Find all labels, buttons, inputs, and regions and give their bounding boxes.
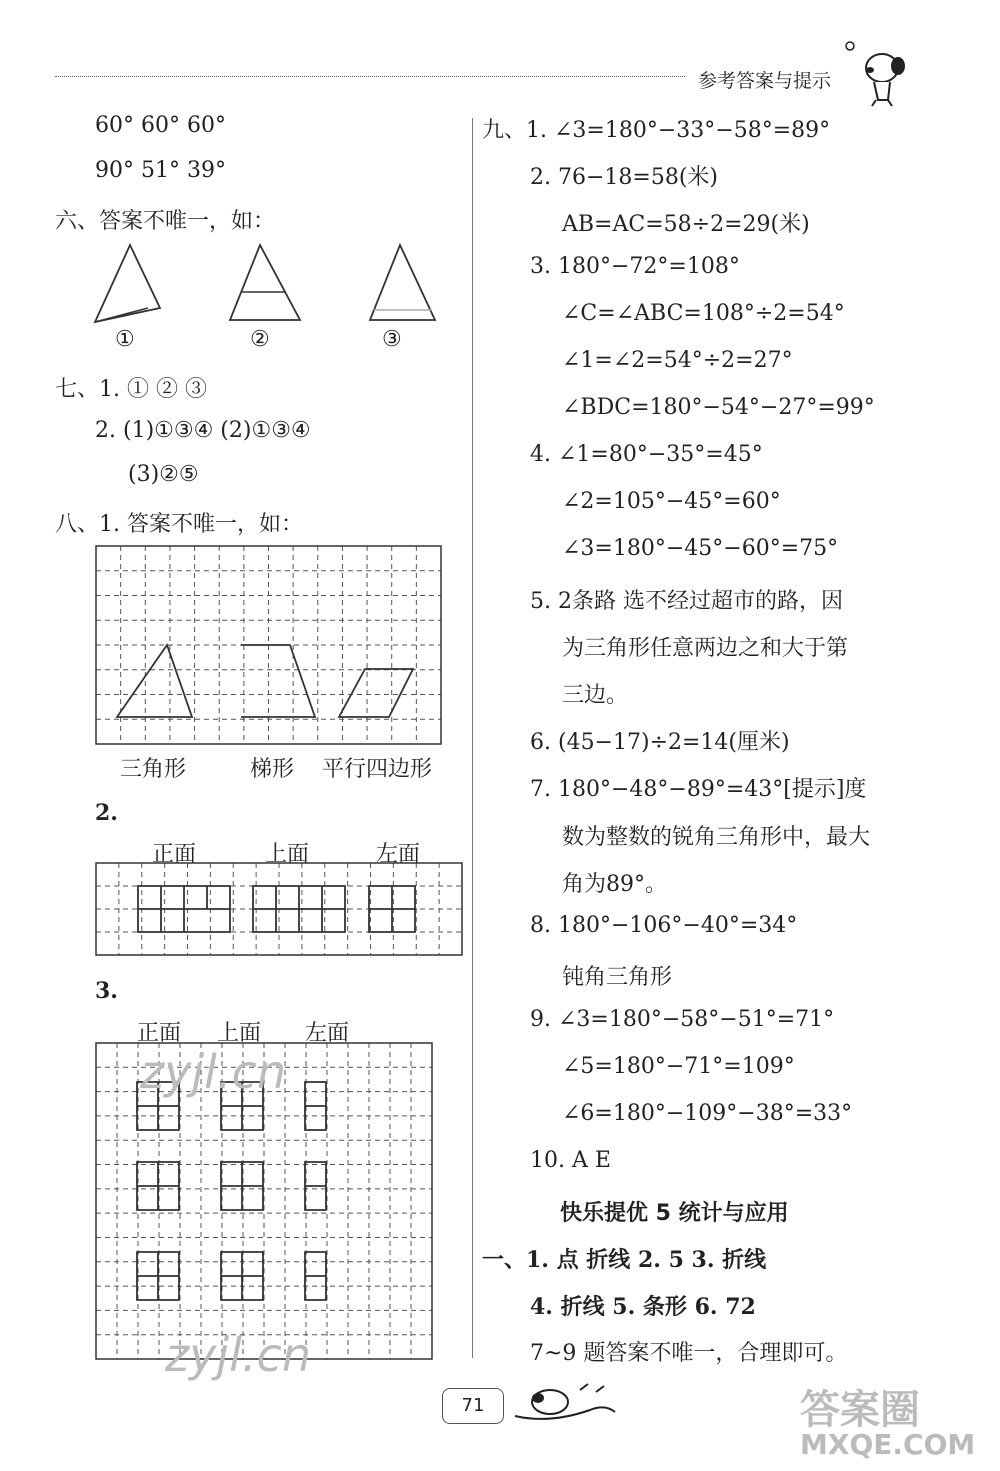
- watermark-1: zyjl.cn: [140, 1045, 286, 1099]
- angles-row-2: 90° 51° 39°: [95, 158, 226, 183]
- answer-line-10: ∠3=180°−45°−60°=75°: [562, 536, 839, 561]
- answer-line-21: ∠5=180°−71°=109°: [562, 1054, 795, 1079]
- answer-line-5: ∠C=∠ABC=108°÷2=54°: [562, 301, 845, 326]
- q8-shape-label-triangle: 三角形: [120, 757, 187, 782]
- answer-line-13: 三边。: [562, 683, 629, 708]
- q6-marker-3: ③: [382, 327, 402, 352]
- answer-line-9: ∠2=105°−45°=60°: [562, 489, 781, 514]
- answer-line-8: 4. ∠1=80°−35°=45°: [530, 442, 763, 467]
- answer-line-7: ∠BDC=180°−54°−27°=99°: [562, 395, 875, 420]
- q7-2a: 2. (1)①③④ (2)①③④: [95, 418, 311, 443]
- snoopy-mascot-icon: [840, 30, 920, 110]
- answer-line-4: 3. 180°−72°=108°: [530, 254, 740, 279]
- answer-line-18: 8. 180°−106°−40°=34°: [530, 913, 798, 938]
- answer-line-3: AB=AC=58÷2=29(米): [562, 212, 810, 237]
- header-title: 参考答案与提示: [698, 70, 832, 92]
- answer-line-6: ∠1=∠2=54°÷2=27°: [562, 348, 793, 373]
- q8-2-view-top: 上面: [265, 842, 310, 867]
- q8-shape-label-trapezoid: 梯形: [250, 757, 295, 782]
- answer-line-23: 10. A E: [530, 1148, 611, 1173]
- section-title: 快乐提优 5 统计与应用: [560, 1201, 789, 1226]
- s5-line-3: 7~9 题答案不唯一，合理即可。: [530, 1341, 848, 1366]
- q6-marker-1: ①: [115, 327, 135, 352]
- q6-label: 六、答案不唯一，如：: [55, 209, 276, 234]
- answer-line-20: 9. ∠3=180°−58°−51°=71°: [530, 1007, 835, 1032]
- s5-line-2: 4. 折线 5. 条形 6. 72: [530, 1294, 756, 1320]
- q8-2-label: 2.: [95, 800, 118, 826]
- q6-triangle-figures: [90, 240, 470, 360]
- answer-line-14: 6. (45−17)÷2=14(厘米): [530, 730, 790, 755]
- q8-2-view-left: 左面: [376, 842, 421, 867]
- q8-2-grid: [95, 862, 465, 958]
- q7-2b: (3)②⑤: [128, 462, 199, 487]
- answer-line-19: 钝角三角形: [562, 965, 673, 990]
- column-divider: [472, 118, 473, 1358]
- answer-line-22: ∠6=180°−109°−38°=33°: [562, 1101, 853, 1126]
- watermark-2: zyjl.cn: [165, 1328, 311, 1382]
- q8-3-label: 3.: [95, 978, 118, 1004]
- watermark-3: 答案圈: [800, 1387, 920, 1433]
- answer-line-2: 2. 76−18=58(米): [530, 165, 718, 190]
- answer-line-1: 九、1. ∠3=180°−33°−58°=89°: [482, 118, 831, 143]
- answer-line-15: 7. 180°−48°−89°=43°[提示]度: [530, 777, 867, 802]
- q8-2-view-front: 正面: [152, 842, 197, 867]
- angles-row-1: 60° 60° 60°: [95, 113, 226, 138]
- answer-line-12: 为三角形任意两边之和大于第: [562, 636, 849, 661]
- header-divider: [55, 76, 685, 77]
- q6-marker-2: ②: [250, 327, 270, 352]
- answer-line-17: 角为89°。: [562, 872, 667, 897]
- q8-3-view-front: 正面: [137, 1021, 182, 1046]
- answer-line-11: 5. 2条路 选不经过超市的路，因: [530, 589, 843, 614]
- page-number: 71: [442, 1388, 504, 1424]
- q8-3-view-top: 上面: [217, 1021, 262, 1046]
- footer-decoration-icon: [510, 1378, 620, 1428]
- q7-1: 七、1. ① ② ③: [55, 377, 207, 402]
- answer-line-16: 数为整数的锐角三角形中，最大: [562, 825, 871, 850]
- q8-1-grid: [95, 545, 445, 747]
- s5-line-1: 一、1. 点 折线 2. 5 3. 折线: [482, 1247, 767, 1273]
- watermark-4: MXQE.COM: [800, 1428, 976, 1461]
- q8-3-view-left: 左面: [305, 1021, 350, 1046]
- q8-shape-label-parallelogram: 平行四边形: [322, 757, 433, 782]
- q8-1: 八、1. 答案不唯一，如：: [55, 512, 303, 537]
